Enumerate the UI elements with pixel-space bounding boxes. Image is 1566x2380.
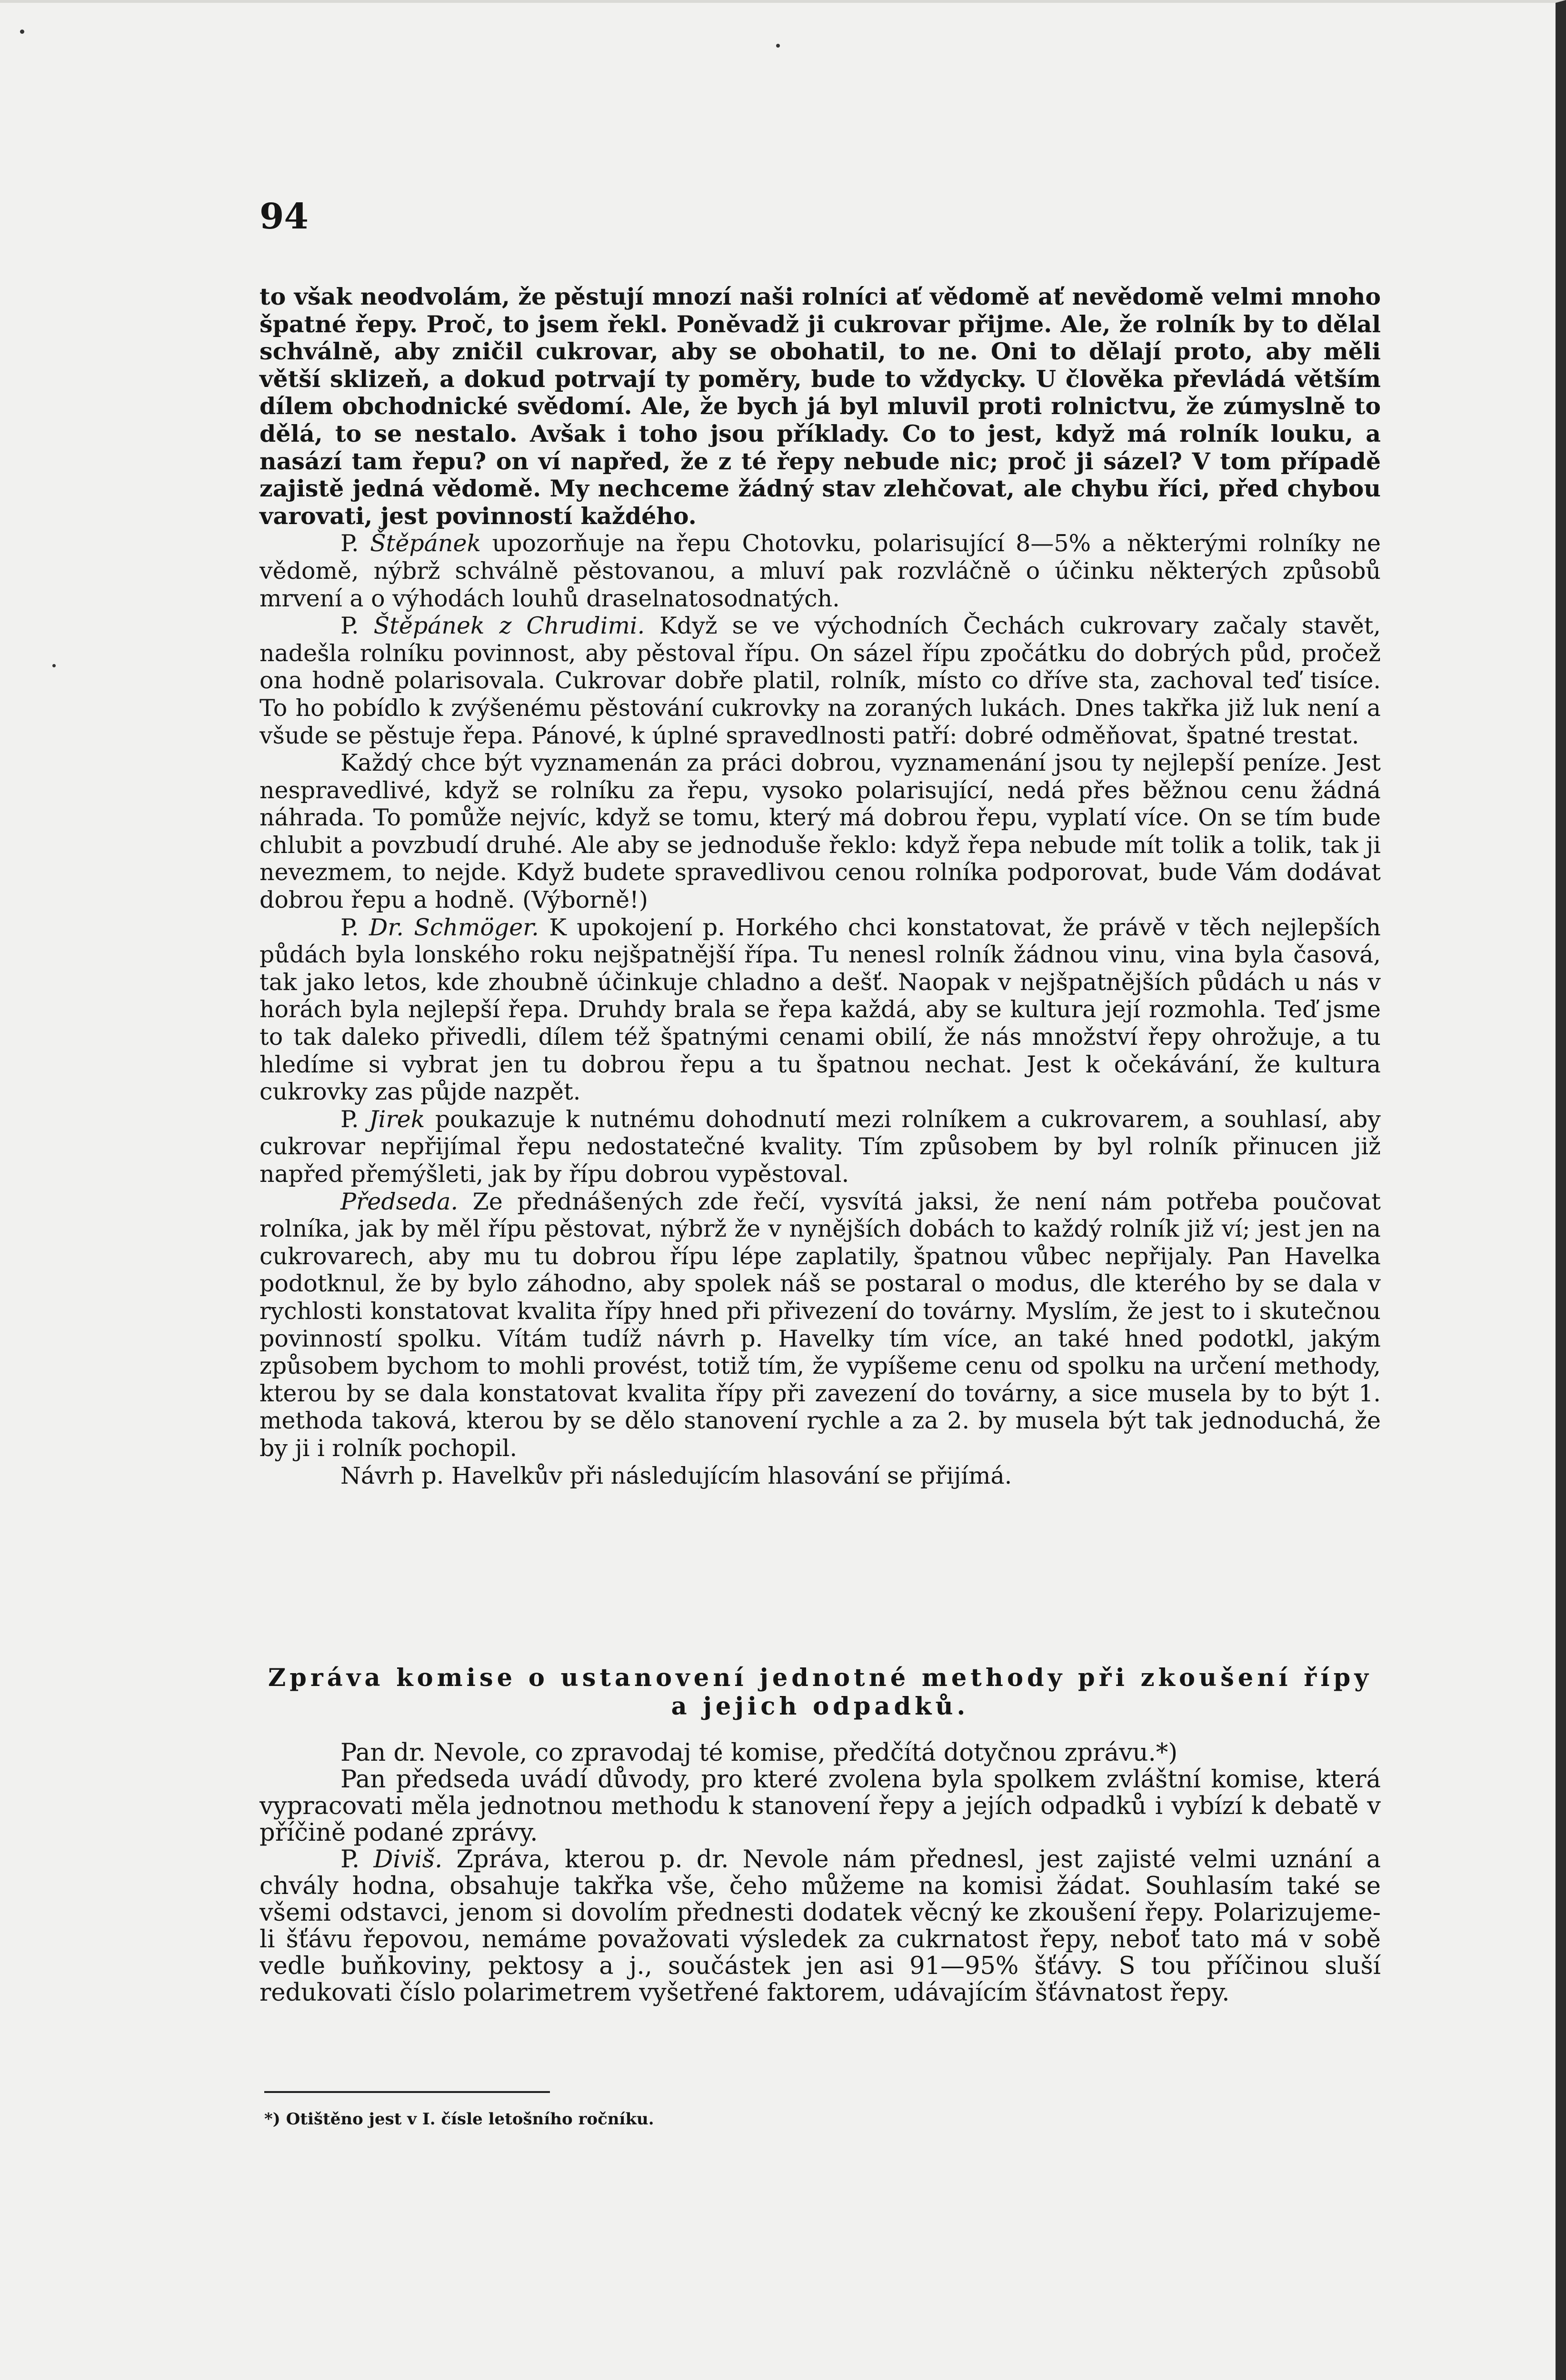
scan-speck <box>776 44 780 48</box>
speaker-name: Předseda. <box>340 1188 459 1215</box>
paragraph <box>259 1106 1381 1188</box>
paragraph <box>259 1740 1381 1766</box>
paragraph-text: upozorňuje na řepu Chotovku, polarisující 8—5% a některými rolníky ne vědomě, nýbrž schválně pěstovanou, a mluví pak rozvláčně o účinku některých způsobů mrvení a o výhodách louhů draselnatosodnatých. <box>259 530 1381 612</box>
speaker-name: Jirek <box>369 1105 425 1133</box>
paragraph-text: Když se ve východních Čechách cukrovary začaly stavět, nadešla rolníku povinnost, aby pěstoval řípu. On sázel řípu zpočátku do dobrých půd, pročež ona hodně polarisovala. Cukrovar dobře platil, rolník, místo co dříve sta, zachoval teď tisíce. To ho pobídlo k zvýšenému pěstování cukrovky na zoraných lukách. Dnes takřka již luk není a všude se pěstuje řepa. Pánové, k úplné spravedlnosti patří: dobré odměňovat, špatné trestat. <box>259 612 1381 749</box>
paragraph-text: K upokojení p. Horkého chci konstatovat, že právě v těch nejlepších půdách byla lonského roku nejšpatnější řípa. Tu nenesl rolník žádnou vinu, vina byla časová, tak jako letos, kde zhoubně účinkuje chladno a dešť. Naopak v nejšpatnějších půdách u nás v horách byla nejlepší řepa. Druhdy brala se řepa každá, aby se kultura její rozmohla. Teď jsme to tak daleko přivedli, dílem též špatnými cenami obilí, že nás množství řepy ohrožuje, a tu hledíme si vybrat jen tu dobrou řepu a tu špatnou nechat. Jest k očekávání, že kultura cukrovky zas půjde nazpět. <box>259 913 1381 1106</box>
footnote: *) Otištěno jest v I. čísle letošního ročníku. <box>264 2110 654 2129</box>
scan-speck <box>20 30 24 34</box>
scan-speck <box>52 664 56 667</box>
paragraph <box>259 612 1381 749</box>
paragraph <box>259 1766 1381 1846</box>
speaker-prefix: P. <box>340 530 370 557</box>
page-number: 94 <box>259 196 309 237</box>
speaker-prefix: P. <box>340 913 369 941</box>
paragraph <box>259 530 1381 612</box>
section-heading-line: a jejich odpadků. <box>671 1692 969 1721</box>
paragraph <box>259 749 1381 914</box>
paragraph-text: Každý chce být vyznamenán za práci dobrou, vyznamenání jsou ty nejlepší peníze. Jest nespravedlivé, když se rolníku za řepu, vysoko polarisující, nedá přes běžnou cenu žádná náhrada. To pomůže nejvíc, když se tomu, který má dobrou řepu, vyplatí více. On se tím bude chlubit a povzbudí druhé. Ale aby se jednoduše řeklo: když řepa nebude mít tolik a tolik, tak ji nevezmem, to nejde. Když budete spravedlivou cenou rolníka podporovat, bude Vám dodávat dobrou řepu a hodně. (Výborně!) <box>259 749 1381 914</box>
paragraph-text: Pan předseda uvádí důvody, pro které zvolena byla spolkem zvláštní komise, která vypracovati měla jednotnou methodu k stanovení řepy a jejích odpadků i vybízí k debatě v příčině podané zprávy. <box>259 1765 1381 1847</box>
speaker-name: Štěpánek z Chrudimi. <box>373 612 645 640</box>
speaker-name: Dr. Schmöger. <box>369 913 539 941</box>
speaker-name: Štěpánek <box>370 530 481 557</box>
speaker-prefix: P. <box>340 1845 374 1874</box>
paragraph-text: Ze přednášených zde řečí, vysvítá jaksi, že není nám potřeba poučovat rolníka, jak by měl řípu pěstovat, nýbrž že v nynějších dobách to každý rolník již ví; jest jen na cukrovarech, aby mu tu dobrou řípu lépe zaplatily, špatnou vůbec nepřijaly. Pan Havelka podotknul, že by bylo záhodno, aby spolek náš se postaral o modus, dle kterého by se dala v rychlosti konstatovat kvalita řípy hned při přivezení do továrny. Myslím, že jest to i skutečnou povinností spolku. Vítám tudíž návrh p. Havelky tím více, an také hned podotkl, jakým způsobem bychom to mohli provést, totiž tím, že vypíšeme cenu od spolku na určení methody, kterou by se dala konstatovat kvalita řípy při zavezení do továrny, a sice musela by to být 1. methoda taková, kterou by se dělo stanovení rychle a za 2. by musela být tak jednoduchá, že by ji i rolník pochopil. <box>259 1188 1381 1462</box>
paragraph-text: Návrh p. Havelkův při následujícím hlasování se přijímá. <box>340 1462 1012 1489</box>
paragraph <box>259 914 1381 1106</box>
speaker-name: Diviš. <box>373 1845 443 1874</box>
paragraph <box>259 1462 1381 1490</box>
main-text <box>259 283 1381 1489</box>
paragraph-text: to však neodvolám, že pěstují mnozí naši rolníci ať vědomě ať nevědomě velmi mnoho špatné řepy. Proč, to jsem řekl. Poněvadž ji cukrovar přijme. Ale, že rolník by to dělal schválně, aby zničil cukrovar, aby se obohatil, to ne. Oni to dělají proto, aby měli větší sklizeň, a dokud potrvají ty poměry, bude to vždycky. U člověka převládá větším dílem obchodnické svědomí. Ale, že bych já byl mluvil proti rolnictvu, že zúmyslně to dělá, to se nestalo. Avšak i toho jsou příklady. Co to jest, když má rolník louku, a nasází tam řepu? on ví napřed, že z té řepy nebude nic; proč ji sázel? V tom případě zajistě jedná vědomě. My nechceme žádný stav zlehčovat, ale chybu říci, před chybou varovati, jest povinností každého. <box>259 283 1381 530</box>
paragraph-text: Pan dr. Nevole, co zpravodaj té komise, předčítá dotyčnou zprávu.*) <box>340 1739 1178 1767</box>
section-text <box>259 1740 1381 2006</box>
section-heading-line: Zpráva komise o ustanovení jednotné methody při zkoušení řípy <box>268 1664 1372 1692</box>
paragraph-text: poukazuje k nutnému dohodnutí mezi rolníkem a cukrovarem, a souhlasí, aby cukrovar nepřijímal řepu nedostatečné kvality. Tím způsobem by byl rolník přinucen již napřed přemýšleti, jak by řípu dobrou vypěstoval. <box>259 1105 1381 1188</box>
paragraph <box>259 1846 1381 2006</box>
footnote-divider <box>264 2091 550 2093</box>
speaker-prefix: P. <box>340 1105 369 1133</box>
paragraph <box>259 1188 1381 1462</box>
paragraph <box>259 283 1381 530</box>
section-heading <box>259 1664 1381 1721</box>
speaker-prefix: P. <box>340 612 374 640</box>
paragraph-text: Zpráva, kterou p. dr. Nevole nám přednesl, jest zajisté velmi uznání a chvály hodna, obsahuje takřka vše, čeho můžeme na komisi žádat. Souhlasím také se všemi odstavci, jenom si dovolím přednesti dodatek věcný ke zkoušení řepy. Polarizujeme-li šťávu řepovou, nemáme považovati výsledek za cukrnatost řepy, neboť tato má v sobě vedle buňkoviny, pektosy a j., součástek jen asi 91—95% šťávy. S tou příčinou sluší redukovati číslo polarimetrem vyšetřené faktorem, udávajícím šťávnatost řepy. <box>259 1845 1381 2007</box>
